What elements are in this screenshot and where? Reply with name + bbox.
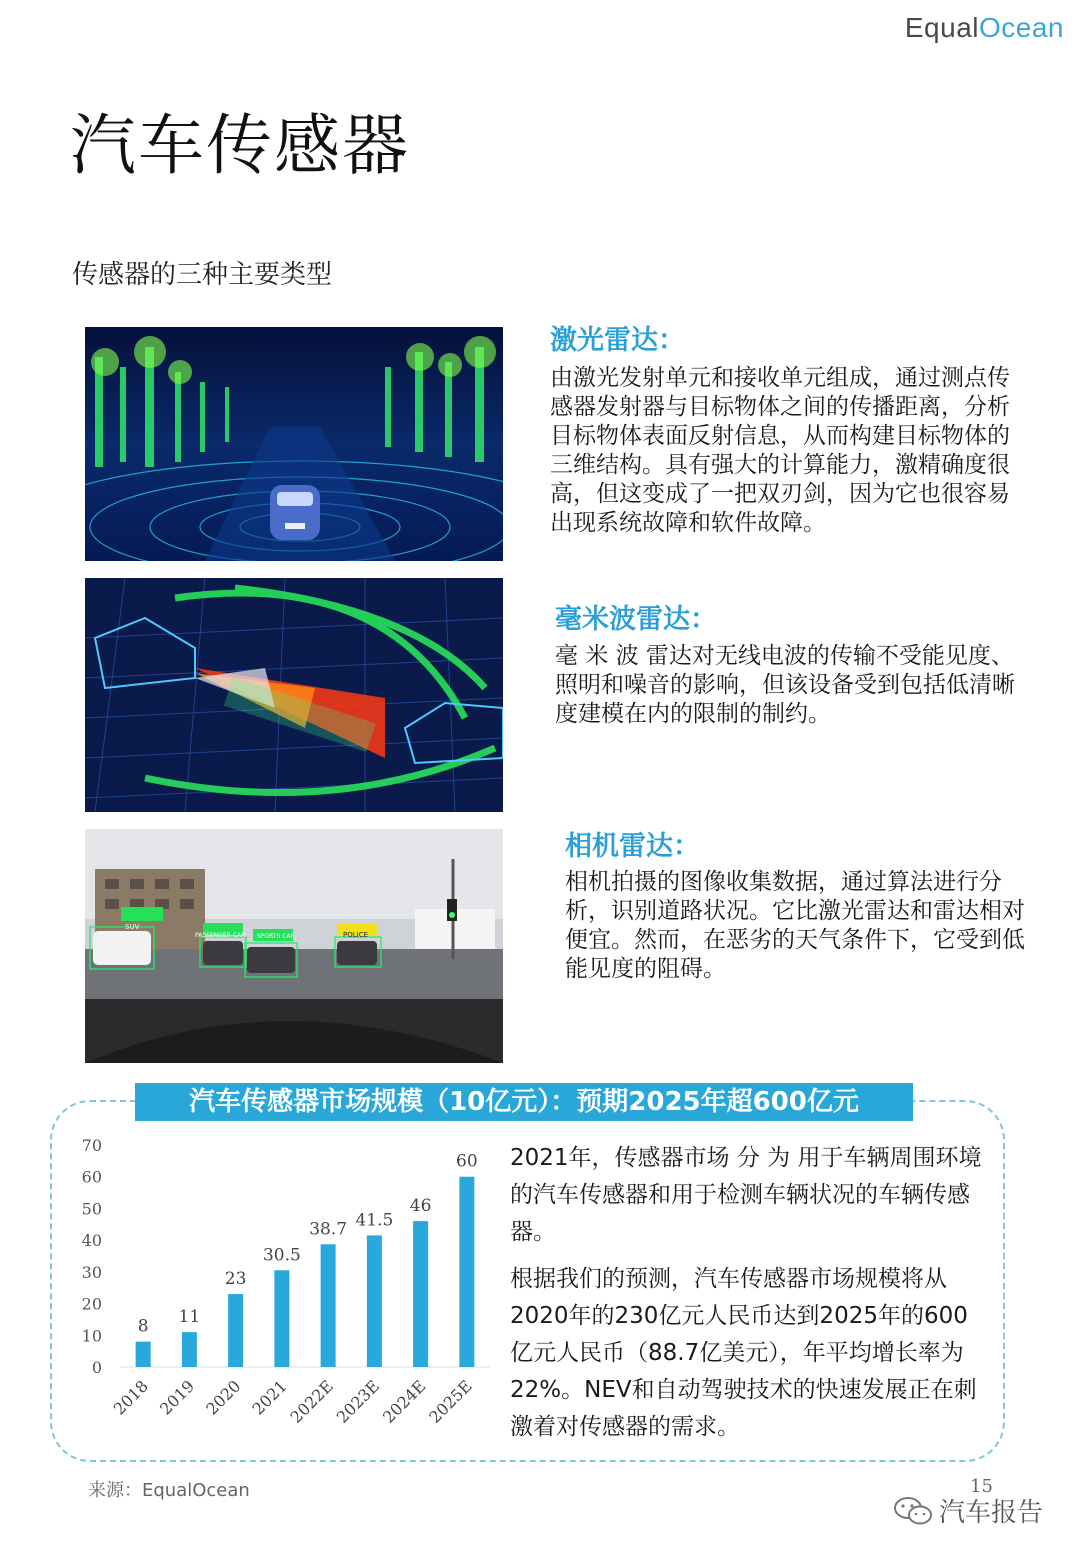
x-tick-label-2020: 2020 (202, 1376, 245, 1419)
label-police: POLICE (343, 931, 369, 939)
data-label-2018: 8 (137, 1316, 149, 1337)
page-title: 汽车传感器 (70, 107, 410, 184)
data-label-2020: 23 (224, 1269, 247, 1290)
label-sports-car: SPORTS CAR (257, 933, 295, 940)
mmwave-radar-image (85, 578, 503, 812)
x-tick-label-2024E: 2024E (378, 1376, 430, 1427)
label-passenger-car: PASSENGER CAR (195, 932, 246, 939)
y-tick-label: 10 (81, 1326, 102, 1346)
data-label-2022E: 38.7 (309, 1219, 348, 1240)
data-label-2024E: 46 (409, 1196, 432, 1217)
watermark-text: 汽车报告 (939, 1498, 1044, 1528)
label-suv: SUV (125, 923, 140, 931)
bar-2021 (274, 1270, 289, 1367)
market-size-chart (60, 1125, 500, 1455)
y-tick-label: 60 (81, 1167, 102, 1187)
source-note: 来源：EqualOcean (88, 1480, 250, 1501)
section-subtitle: 传感器的三种主要类型 (72, 260, 333, 290)
data-label-2023E: 41.5 (355, 1210, 394, 1231)
market-panel-title: 汽车传感器市场规模（10亿元）：预期2025年超600亿元 (135, 1083, 913, 1121)
page-number: 15 (970, 1476, 993, 1497)
bar-2024E (413, 1221, 428, 1367)
y-tick-label: 20 (81, 1294, 102, 1314)
bar-2025E (459, 1177, 474, 1367)
y-tick-label: 40 (81, 1231, 102, 1251)
camera-heading: 相机雷达： (565, 831, 700, 862)
x-tick-label-2018: 2018 (109, 1376, 152, 1419)
y-tick-label: 70 (81, 1136, 102, 1155)
wechat-icon (893, 1495, 933, 1527)
y-tick-label: 30 (81, 1262, 102, 1282)
data-label-2021: 30.5 (262, 1245, 301, 1266)
bar-chart-svg (60, 1125, 500, 1455)
data-label-2025E: 60 (456, 1151, 478, 1172)
watermark (893, 1492, 1043, 1529)
bar-2019 (182, 1332, 197, 1367)
market-paragraph-2: 根据我们的预测，汽车传感器市场规模将从2020年的230亿元人民币达到2025年的600亿元人民币（88.7亿美元），年平均增长率为22%。NEV和自动驾驶技术的快速发展正在刺激着对传感器的需求。 (510, 1266, 977, 1440)
bar-2020 (228, 1294, 243, 1367)
lidar-heading: 激光雷达： (550, 325, 685, 356)
data-label-2019: 11 (178, 1307, 201, 1328)
camera-description: 相机拍摄的图像收集数据，通过算法进行分析，识别道路状况。它比激光雷达和雷达相对便宜。然而，在恶劣的天气条件下，它受到低能见度的阻碍。 (565, 869, 1025, 982)
bar-2023E (367, 1235, 382, 1367)
y-tick-label: 0 (91, 1358, 102, 1377)
lidar-description: 由激光发射单元和接收单元组成，通过测点传感器发射器与目标物体之间的传播距离，分析目标物体表面反射信息，从而构建目标物体的三维结构。具有强大的计算能力，激精确度很高，但这变成了一把双刃剑，因为它也很容易出现系统故障和软件故障。 (550, 365, 1010, 536)
mmwave-description: 毫 米 波 雷达对无线电波的传输不受能见度、照明和噪音的影响，但该设备受到包括低清晰度建模在内的限制的制约。 (555, 643, 1015, 727)
x-tick-label-2022E: 2022E (286, 1376, 337, 1427)
camera-image (85, 829, 503, 1063)
x-tick-label-2019: 2019 (155, 1376, 199, 1419)
market-description (510, 1140, 985, 1456)
bar-2018 (136, 1342, 151, 1367)
mmwave-heading: 毫米波雷达： (555, 604, 717, 635)
market-paragraph-1: 2021年，传感器市场 分 为 用于车辆周围环境的汽车传感器和用于检测车辆状况的车辆传感器。 (510, 1145, 982, 1245)
bar-2022E (321, 1244, 336, 1367)
logo-text-ocean: Ocean (979, 12, 1064, 43)
equalocean-logo (905, 12, 1064, 44)
x-tick-label-2021: 2021 (248, 1376, 291, 1419)
logo-text-equal: Equal (904, 12, 979, 43)
x-tick-label-2023E: 2023E (332, 1376, 384, 1427)
x-tick-label-2025E: 2025E (425, 1376, 476, 1427)
y-tick-label: 50 (81, 1199, 102, 1219)
lidar-image (85, 327, 503, 561)
